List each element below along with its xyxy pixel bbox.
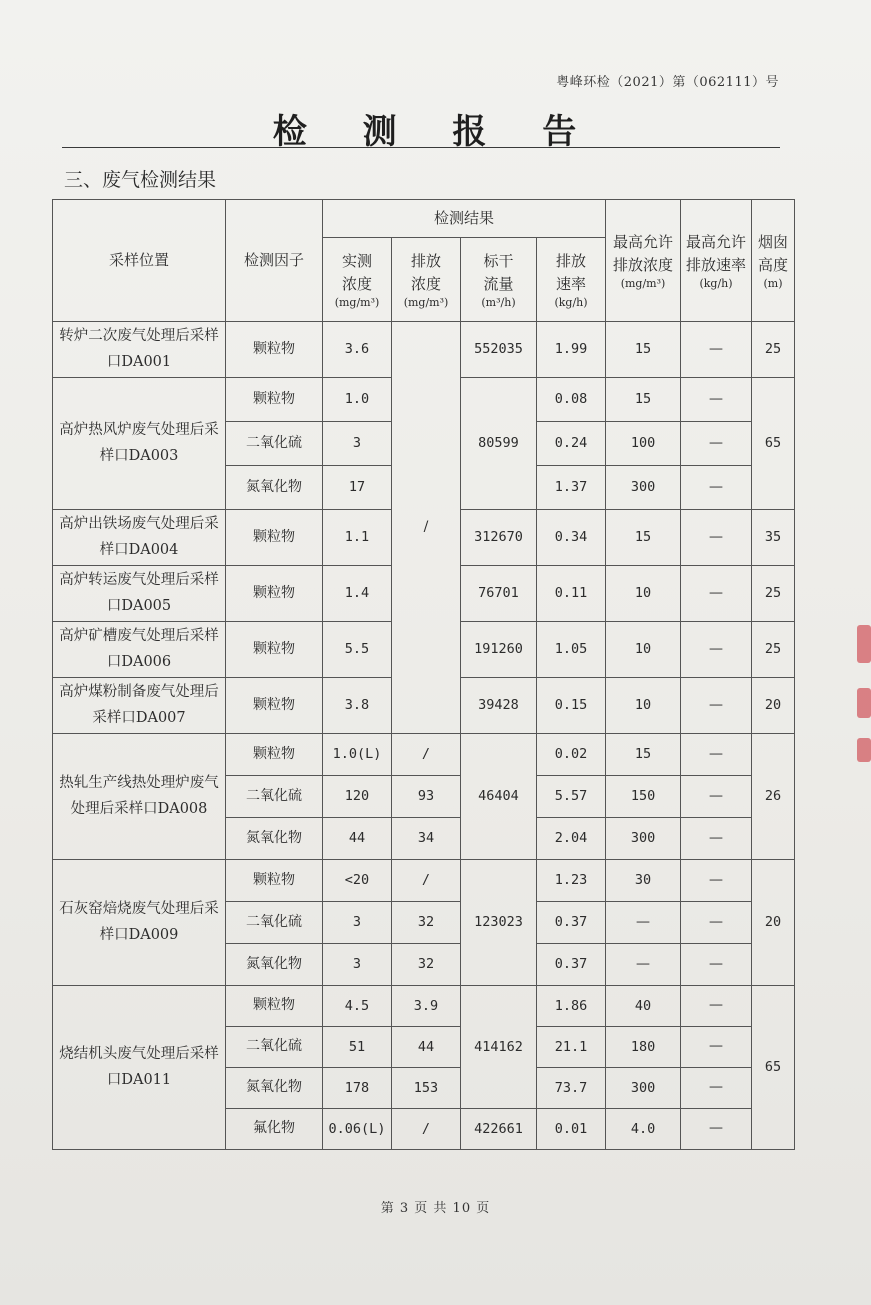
height-cell: 25 bbox=[752, 566, 795, 622]
flow-cell: 552035 bbox=[461, 322, 537, 378]
rate-cell: 2.04 bbox=[537, 818, 606, 860]
page-footer: 第 3 页 共 10 页 bbox=[380, 1201, 491, 1216]
table-row bbox=[53, 734, 795, 776]
measured-cell: 178 bbox=[323, 1068, 392, 1109]
max-rate-cell: — bbox=[681, 986, 752, 1027]
emission-cell: 34 bbox=[392, 818, 461, 860]
rate-cell: 0.15 bbox=[537, 678, 606, 734]
measured-cell: 51 bbox=[323, 1027, 392, 1068]
max-conc-cell: — bbox=[606, 902, 681, 944]
max-conc-cell: 150 bbox=[606, 776, 681, 818]
max-conc-cell: 4.0 bbox=[606, 1109, 681, 1150]
rate-cell: 21.1 bbox=[537, 1027, 606, 1068]
max-rate-cell: — bbox=[681, 818, 752, 860]
max-conc-cell: 300 bbox=[606, 1068, 681, 1109]
measured-cell: 4.5 bbox=[323, 986, 392, 1027]
rate-cell: 1.37 bbox=[537, 466, 606, 510]
max-conc-cell: — bbox=[606, 944, 681, 986]
location-cell: 石灰窑焙烧废气处理后采样口DA009 bbox=[53, 860, 226, 986]
factor-cell: 氮氧化物 bbox=[226, 818, 323, 860]
rate-cell: 0.01 bbox=[537, 1109, 606, 1150]
max-rate-cell: — bbox=[681, 422, 752, 466]
emission-cell: / bbox=[392, 860, 461, 902]
max-rate-cell: — bbox=[681, 860, 752, 902]
max-conc-cell: 15 bbox=[606, 322, 681, 378]
rate-cell: 1.05 bbox=[537, 622, 606, 678]
rate-cell: 0.08 bbox=[537, 378, 606, 422]
flow-cell: 46404 bbox=[461, 734, 537, 860]
max-conc-cell: 40 bbox=[606, 986, 681, 1027]
col-header-emission: 排放 浓度 (mg/m³) bbox=[392, 238, 461, 322]
table-row bbox=[53, 322, 795, 378]
col-header-measured: 实测 浓度 (mg/m³) bbox=[323, 238, 392, 322]
measured-cell: 1.1 bbox=[323, 510, 392, 566]
rate-cell: 5.57 bbox=[537, 776, 606, 818]
emission-cell: 32 bbox=[392, 902, 461, 944]
factor-cell: 颗粒物 bbox=[226, 986, 323, 1027]
max-rate-cell: — bbox=[681, 622, 752, 678]
factor-cell: 二氧化硫 bbox=[226, 1027, 323, 1068]
height-cell: 26 bbox=[752, 734, 795, 860]
flow-cell: 123023 bbox=[461, 860, 537, 986]
seal-stamp-fragment bbox=[857, 688, 871, 718]
rate-cell: 1.99 bbox=[537, 322, 606, 378]
max-conc-cell: 300 bbox=[606, 818, 681, 860]
measured-cell: 3 bbox=[323, 902, 392, 944]
table-row bbox=[53, 860, 795, 902]
rate-cell: 1.23 bbox=[537, 860, 606, 902]
measured-cell: 3 bbox=[323, 422, 392, 466]
max-conc-cell: 15 bbox=[606, 510, 681, 566]
measured-cell: 17 bbox=[323, 466, 392, 510]
header-row-1 bbox=[53, 200, 795, 238]
location-cell: 高炉转运废气处理后采样口DA005 bbox=[53, 566, 226, 622]
emission-cell: 32 bbox=[392, 944, 461, 986]
factor-cell: 氮氧化物 bbox=[226, 944, 323, 986]
factor-cell: 颗粒物 bbox=[226, 678, 323, 734]
height-cell: 65 bbox=[752, 986, 795, 1150]
col-header-results: 检测结果 bbox=[323, 200, 606, 238]
max-conc-cell: 30 bbox=[606, 860, 681, 902]
max-rate-cell: — bbox=[681, 510, 752, 566]
height-cell: 35 bbox=[752, 510, 795, 566]
factor-cell: 二氧化硫 bbox=[226, 776, 323, 818]
rate-cell: 0.37 bbox=[537, 902, 606, 944]
rate-cell: 0.34 bbox=[537, 510, 606, 566]
measured-cell: 1.0 bbox=[323, 378, 392, 422]
factor-cell: 颗粒物 bbox=[226, 378, 323, 422]
factor-cell: 颗粒物 bbox=[226, 322, 323, 378]
exhaust-results-table bbox=[52, 199, 795, 1150]
rate-cell: 73.7 bbox=[537, 1068, 606, 1109]
factor-cell: 颗粒物 bbox=[226, 860, 323, 902]
col-header-height: 烟囱 高度 (m) bbox=[752, 200, 795, 322]
measured-cell: 3.6 bbox=[323, 322, 392, 378]
max-rate-cell: — bbox=[681, 1068, 752, 1109]
height-cell: 25 bbox=[752, 322, 795, 378]
emission-cell: 93 bbox=[392, 776, 461, 818]
seal-stamp-fragment bbox=[857, 738, 871, 762]
max-rate-cell: — bbox=[681, 734, 752, 776]
max-rate-cell: — bbox=[681, 466, 752, 510]
flow-cell: 312670 bbox=[461, 510, 537, 566]
measured-cell: 3.8 bbox=[323, 678, 392, 734]
emission-cell: 3.9 bbox=[392, 986, 461, 1027]
location-cell: 高炉煤粉制备废气处理后采样口DA007 bbox=[53, 678, 226, 734]
emission-cell: 44 bbox=[392, 1027, 461, 1068]
measured-cell: 1.0(L) bbox=[323, 734, 392, 776]
seal-stamp-fragment bbox=[857, 625, 871, 663]
measured-cell: <20 bbox=[323, 860, 392, 902]
report-number: 粤峰环检（2021）第（062111）号 bbox=[556, 75, 779, 90]
location-cell: 高炉矿槽废气处理后采样口DA006 bbox=[53, 622, 226, 678]
location-cell: 高炉热风炉废气处理后采样口DA003 bbox=[53, 378, 226, 510]
location-cell: 热轧生产线热处理炉废气处理后采样口DA008 bbox=[53, 734, 226, 860]
measured-cell: 0.06(L) bbox=[323, 1109, 392, 1150]
col-header-rate: 排放 速率 (kg/h) bbox=[537, 238, 606, 322]
max-conc-cell: 15 bbox=[606, 734, 681, 776]
col-header-max-conc: 最高允许 排放浓度 (mg/m³) bbox=[606, 200, 681, 322]
height-cell: 65 bbox=[752, 378, 795, 510]
rate-cell: 0.11 bbox=[537, 566, 606, 622]
flow-cell: 422661 bbox=[461, 1109, 537, 1150]
factor-cell: 颗粒物 bbox=[226, 734, 323, 776]
max-conc-cell: 10 bbox=[606, 622, 681, 678]
factor-cell: 颗粒物 bbox=[226, 510, 323, 566]
factor-cell: 颗粒物 bbox=[226, 566, 323, 622]
max-rate-cell: — bbox=[681, 566, 752, 622]
emission-cell: / bbox=[392, 1109, 461, 1150]
measured-cell: 3 bbox=[323, 944, 392, 986]
factor-cell: 氮氧化物 bbox=[226, 466, 323, 510]
height-cell: 20 bbox=[752, 860, 795, 986]
max-rate-cell: — bbox=[681, 902, 752, 944]
factor-cell: 氟化物 bbox=[226, 1109, 323, 1150]
flow-cell: 191260 bbox=[461, 622, 537, 678]
measured-cell: 44 bbox=[323, 818, 392, 860]
location-cell: 烧结机头废气处理后采样口DA011 bbox=[53, 986, 226, 1150]
measured-cell: 5.5 bbox=[323, 622, 392, 678]
flow-cell: 76701 bbox=[461, 566, 537, 622]
page-title: 检 测 报 告 bbox=[272, 112, 599, 152]
max-rate-cell: — bbox=[681, 322, 752, 378]
flow-cell: 80599 bbox=[461, 378, 537, 510]
emission-cell: 153 bbox=[392, 1068, 461, 1109]
max-rate-cell: — bbox=[681, 378, 752, 422]
col-header-max-rate: 最高允许 排放速率 (kg/h) bbox=[681, 200, 752, 322]
title-rule bbox=[62, 147, 780, 148]
rate-cell: 0.24 bbox=[537, 422, 606, 466]
section-heading: 三、废气检测结果 bbox=[64, 169, 217, 191]
max-conc-cell: 10 bbox=[606, 566, 681, 622]
height-cell: 20 bbox=[752, 678, 795, 734]
col-header-flow: 标干 流量 (m³/h) bbox=[461, 238, 537, 322]
max-conc-cell: 300 bbox=[606, 466, 681, 510]
factor-cell: 颗粒物 bbox=[226, 622, 323, 678]
rate-cell: 0.02 bbox=[537, 734, 606, 776]
max-rate-cell: — bbox=[681, 678, 752, 734]
location-cell: 高炉出铁场废气处理后采样口DA004 bbox=[53, 510, 226, 566]
max-conc-cell: 100 bbox=[606, 422, 681, 466]
results-table-wrap bbox=[52, 199, 794, 1149]
rate-cell: 1.86 bbox=[537, 986, 606, 1027]
col-header-factor: 检测因子 bbox=[226, 200, 323, 322]
factor-cell: 氮氧化物 bbox=[226, 1068, 323, 1109]
max-conc-cell: 180 bbox=[606, 1027, 681, 1068]
factor-cell: 二氧化硫 bbox=[226, 902, 323, 944]
flow-cell: 414162 bbox=[461, 986, 537, 1109]
max-rate-cell: — bbox=[681, 1027, 752, 1068]
max-conc-cell: 10 bbox=[606, 678, 681, 734]
max-rate-cell: — bbox=[681, 1109, 752, 1150]
measured-cell: 1.4 bbox=[323, 566, 392, 622]
flow-cell: 39428 bbox=[461, 678, 537, 734]
max-rate-cell: — bbox=[681, 776, 752, 818]
max-rate-cell: — bbox=[681, 944, 752, 986]
rate-cell: 0.37 bbox=[537, 944, 606, 986]
col-header-location: 采样位置 bbox=[53, 200, 226, 322]
emission-cell: / bbox=[392, 734, 461, 776]
factor-cell: 二氧化硫 bbox=[226, 422, 323, 466]
emission-merged-cell: / bbox=[392, 322, 461, 734]
location-cell: 转炉二次废气处理后采样口DA001 bbox=[53, 322, 226, 378]
table-row bbox=[53, 986, 795, 1027]
max-conc-cell: 15 bbox=[606, 378, 681, 422]
height-cell: 25 bbox=[752, 622, 795, 678]
measured-cell: 120 bbox=[323, 776, 392, 818]
